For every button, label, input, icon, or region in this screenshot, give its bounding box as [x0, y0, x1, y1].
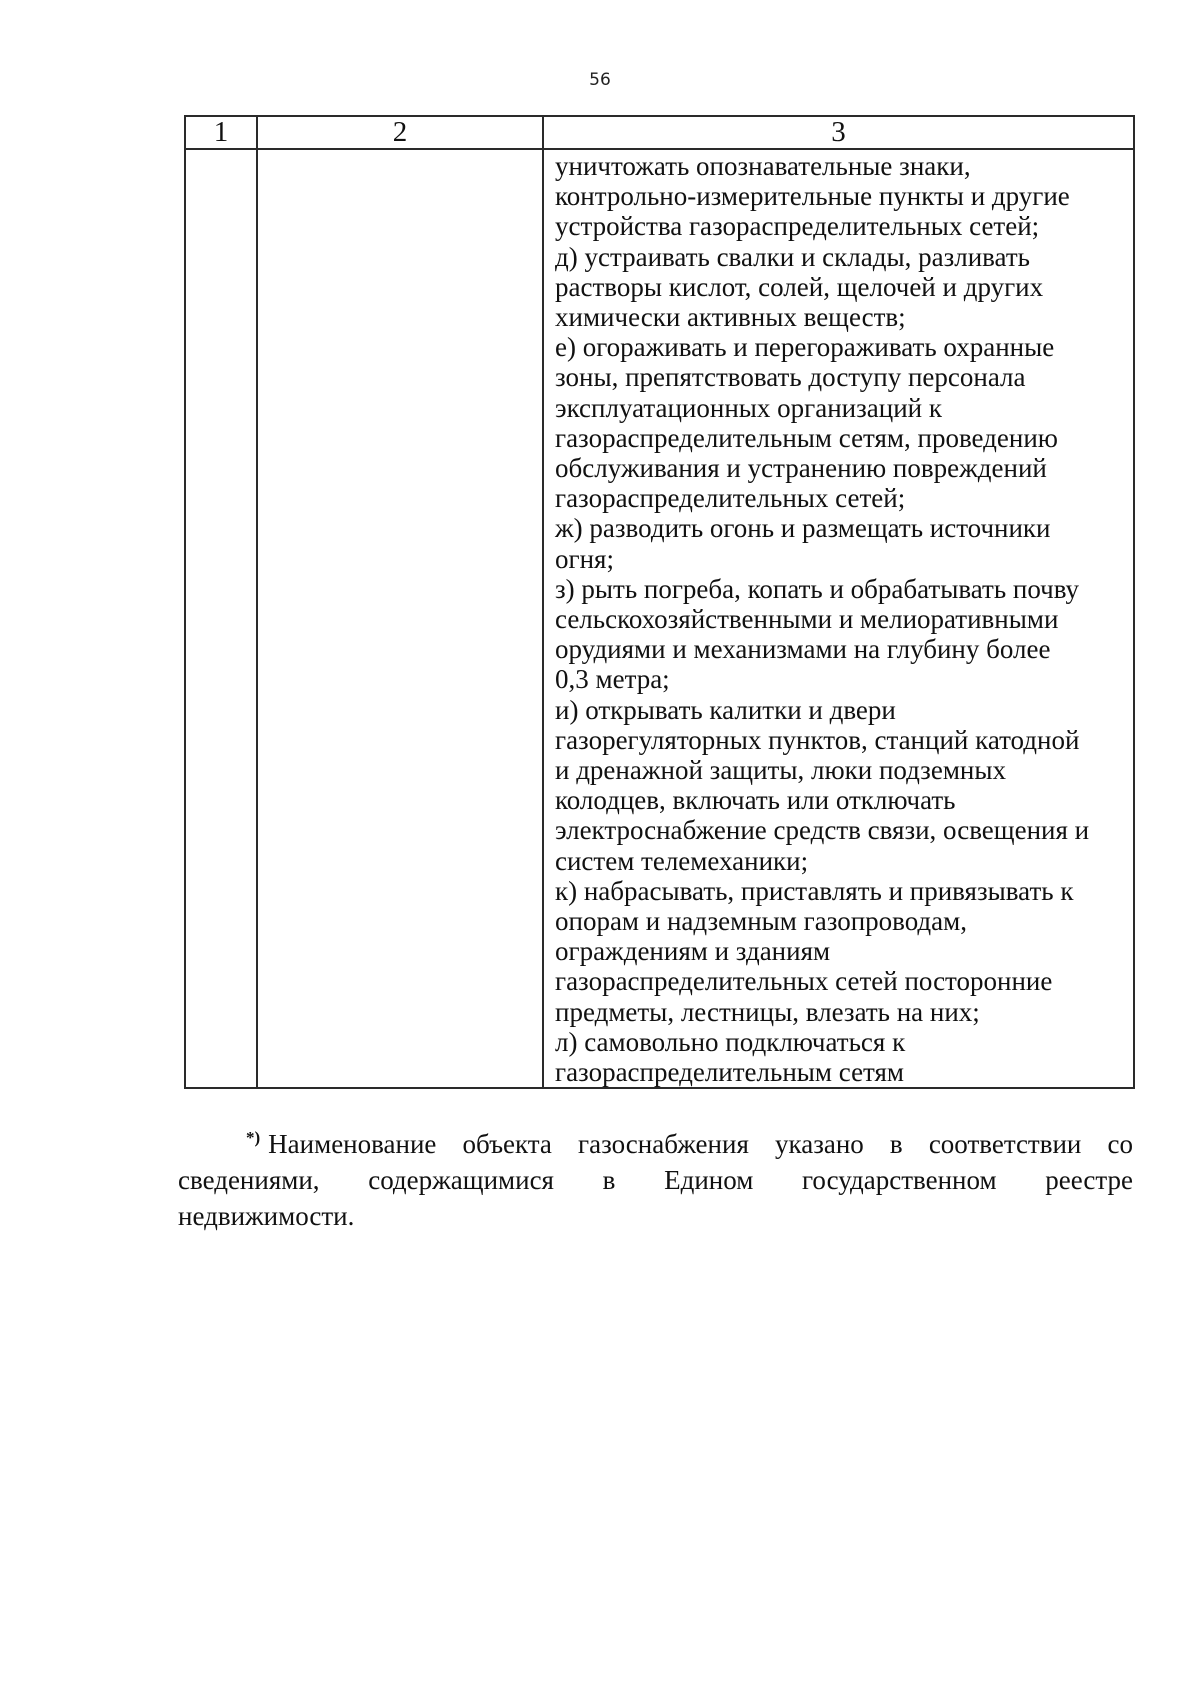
- table-cell-col2: [257, 149, 543, 1088]
- text-line: 0,3 метра;: [555, 664, 670, 695]
- text-line: и) открывать калитки и двери: [555, 694, 896, 725]
- text-line: ограждениям и зданиям: [555, 936, 831, 967]
- text-line: колодцев, включать или отключать: [555, 785, 956, 816]
- text-line: газораспределительным сетям, проведению: [555, 422, 1058, 453]
- table-row: [185, 149, 1134, 1088]
- text-line: систем телемеханики;: [555, 845, 809, 876]
- table-header-row: [185, 116, 1134, 149]
- text-line: е) огораживать и перегораживать охранные: [555, 332, 1055, 363]
- text-line: л) самовольно подключаться к: [555, 1026, 906, 1057]
- column-header-2: 2: [257, 116, 543, 149]
- text-line: обслуживания и устранению повреждений: [555, 453, 1047, 484]
- column-header-1: 1: [185, 116, 257, 149]
- text-line: уничтожать опознавательные знаки,: [555, 151, 971, 181]
- text-line: сельскохозяйственными и мелиоративными: [555, 604, 1059, 635]
- text-line: химически активных веществ;: [555, 302, 906, 333]
- text-line: зоны, препятствовать доступу персонала: [555, 362, 1026, 393]
- text-line: контрольно-измерительные пункты и другие: [555, 181, 1070, 212]
- text-line: растворы кислот, солей, щелочей и других: [555, 271, 1044, 302]
- text-line: и дренажной защиты, люки подземных: [555, 755, 1007, 786]
- text-line: газораспределительных сетей посторонние: [555, 966, 1053, 997]
- text-line: газорегуляторных пунктов, станций катодной: [555, 724, 1080, 755]
- text-line: ж) разводить огонь и размещать источники: [555, 513, 1051, 544]
- text-line: газораспределительных сетей;: [555, 483, 906, 514]
- footnote-text: Наименование объекта газоснабжения указано в соответствии со: [268, 1129, 1133, 1159]
- text-line: опорам и надземным газопроводам,: [555, 906, 967, 937]
- footnote-line-1: [178, 1120, 1133, 1162]
- footnote-line-3: недвижимости.: [178, 1201, 355, 1231]
- table-cell-col3: [543, 149, 1134, 1088]
- text-line: предметы, лестницы, влезать на них;: [555, 996, 980, 1027]
- content-table: [184, 115, 1135, 1089]
- column-header-3: 3: [543, 116, 1134, 149]
- text-line: орудиями и механизмами на глубину более: [555, 634, 1051, 665]
- text-line: газораспределительным сетям: [555, 1057, 904, 1088]
- text-line: эксплуатационных организаций к: [555, 392, 942, 423]
- footnote: [178, 1120, 1133, 1234]
- text-line: з) рыть погреба, копать и обрабатывать почву: [555, 573, 1080, 604]
- text-line: огня;: [555, 543, 614, 574]
- text-line: устройства газораспределительных сетей;: [555, 211, 1040, 242]
- table-cell-col1: [185, 149, 257, 1088]
- text-line: электроснабжение средств связи, освещения и: [555, 815, 1090, 846]
- page-number: 56: [589, 70, 611, 90]
- footnote-line-2: сведениями, содержащимися в Едином государственном реестре: [178, 1165, 1133, 1195]
- restrictions-text: [544, 150, 1133, 1087]
- text-line: к) набрасывать, приставлять и привязывать к: [555, 875, 1074, 906]
- text-line: д) устраивать свалки и склады, разливать: [555, 241, 1030, 272]
- footnote-marker: *): [246, 1128, 261, 1147]
